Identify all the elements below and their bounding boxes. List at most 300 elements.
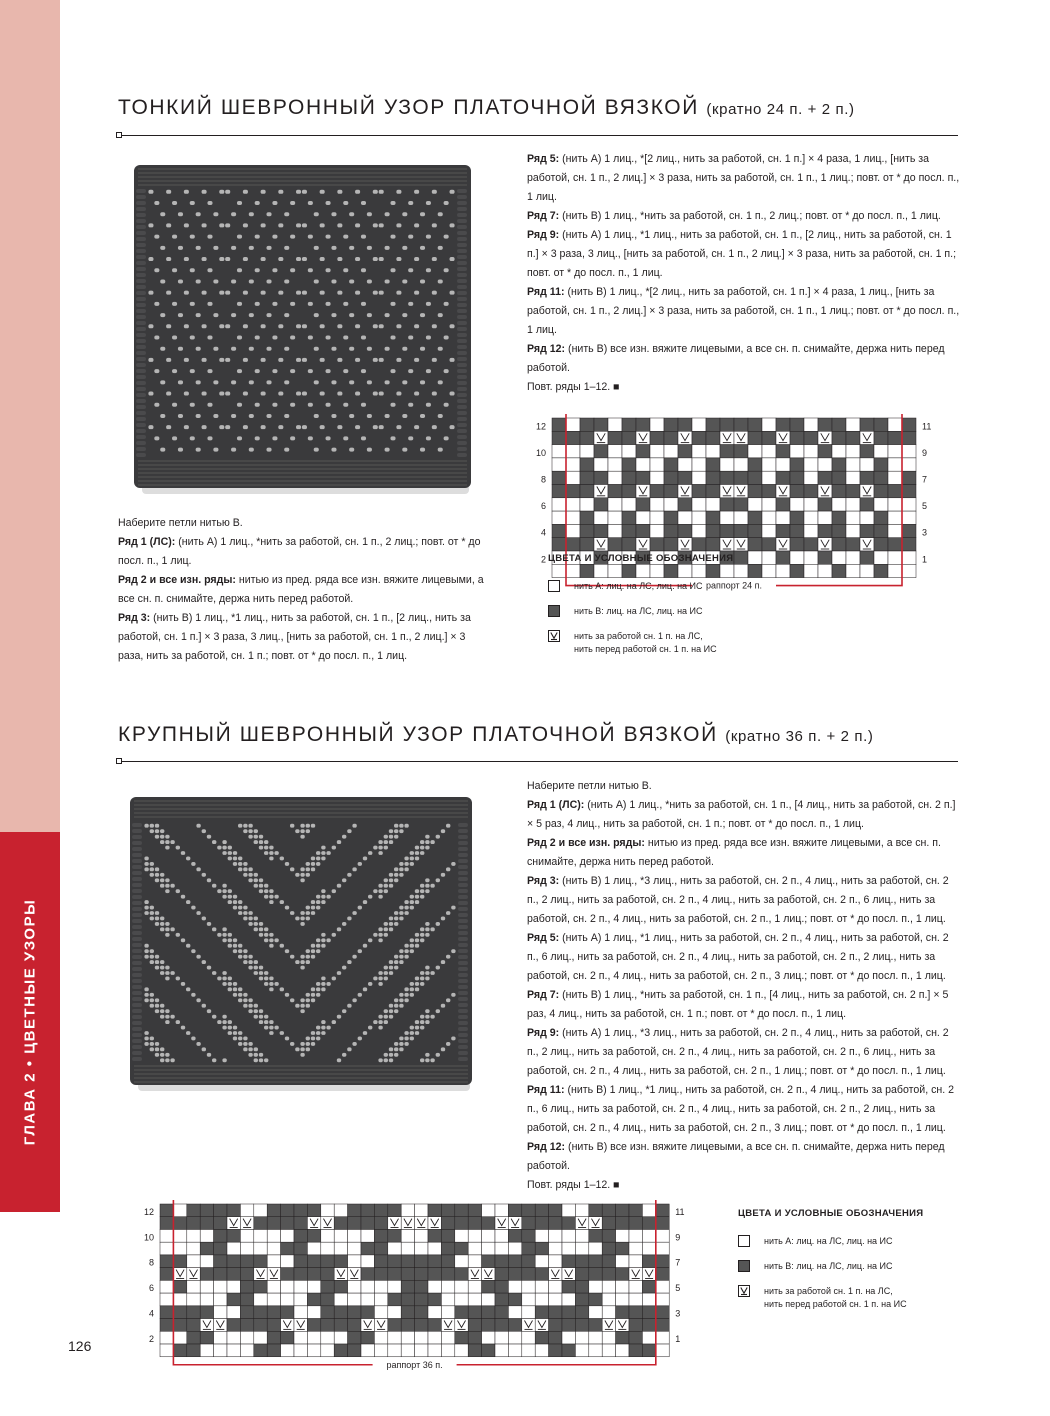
- chart-cell: [508, 1255, 521, 1268]
- chart-cell: [321, 1268, 334, 1281]
- chart-cell: [535, 1229, 548, 1242]
- chart-cell: [321, 1204, 334, 1217]
- chart-cell: [589, 1280, 602, 1293]
- chart-cell: [227, 1319, 240, 1332]
- chart-cell: [762, 445, 776, 458]
- chart-cell: [187, 1331, 200, 1344]
- row-label: Ряд 1 (ЛС):: [118, 536, 176, 548]
- chart-cell: [401, 1293, 414, 1306]
- chart-cell: [522, 1229, 535, 1242]
- light-color-swatch: [548, 580, 560, 592]
- chart-cell: [160, 1280, 173, 1293]
- chart-cell: [482, 1331, 495, 1344]
- chart-cell: [267, 1344, 280, 1357]
- chart-cell: [818, 564, 832, 577]
- chart-cell: [790, 538, 804, 551]
- chart-cell: [374, 1344, 387, 1357]
- instruction-paragraph: [527, 834, 962, 872]
- chart-cell: [846, 511, 860, 524]
- chart-cell: [656, 1293, 669, 1306]
- chart-cell: [441, 1344, 454, 1357]
- chart-cell: [348, 1280, 361, 1293]
- chart-cell: [706, 458, 720, 471]
- chart-cell: [902, 511, 916, 524]
- chart-cell: [482, 1204, 495, 1217]
- chart-cell: [562, 1331, 575, 1344]
- chart-cell: [267, 1331, 280, 1344]
- chart-cell: [307, 1280, 320, 1293]
- light-color-swatch: [738, 1235, 750, 1247]
- chart-cell: [401, 1319, 414, 1332]
- chart-cell: [334, 1280, 347, 1293]
- chart-cell: [860, 498, 874, 511]
- chart-cell: [522, 1217, 535, 1230]
- chart-cell: [348, 1293, 361, 1306]
- chart-cell: [495, 1255, 508, 1268]
- slip-symbol-swatch: [738, 1285, 750, 1297]
- instruction-paragraph: [527, 207, 962, 226]
- chart-cell: [566, 485, 580, 498]
- chart-cell: [307, 1306, 320, 1319]
- instruction-paragraph: [527, 340, 962, 378]
- chart-cell: [240, 1306, 253, 1319]
- chart-cell: [254, 1319, 267, 1332]
- chart-cell: [846, 498, 860, 511]
- chart-cell: [388, 1242, 401, 1255]
- chart-cell: [720, 471, 734, 484]
- chart-cell: [441, 1331, 454, 1344]
- chart-cell: [307, 1344, 320, 1357]
- instruction-paragraph: [527, 378, 962, 397]
- chart-cell: [455, 1280, 468, 1293]
- chart-cell: [678, 511, 692, 524]
- chart-cell: [227, 1293, 240, 1306]
- chart-cell: [636, 418, 650, 431]
- chart-cell: [482, 1319, 495, 1332]
- chart-cell: [656, 1306, 669, 1319]
- row-instructions: (нить В) 1 лиц., *1 лиц., нить за работой, сн. 2 п., 4 лиц., нить за работой, сн. 2 п., 6 лиц., нить за работой, сн. 2 п., 4 лиц., нить за работой, сн. 2 п., 2 лиц., нить за работой, сн. 2 п., 4 лиц., нить за работой, сн. 2 п., 3 лиц.; повт. от * до посл. п., 1 лиц.: [527, 1084, 955, 1134]
- chart-cell: [267, 1319, 280, 1332]
- chart-cell: [415, 1331, 428, 1344]
- chart-cell: [254, 1204, 267, 1217]
- chart-cell: [902, 498, 916, 511]
- chart-cell: [334, 1204, 347, 1217]
- chart-cell: [629, 1319, 642, 1332]
- chart-cell: [294, 1306, 307, 1319]
- chart-cell: [656, 1319, 669, 1332]
- chart-cell: [589, 1229, 602, 1242]
- chart-cell: [240, 1280, 253, 1293]
- chart-cell: [602, 1255, 615, 1268]
- chart-cell: [214, 1331, 227, 1344]
- chart-cell: [173, 1242, 186, 1255]
- row-instructions: (нить В) 1 лиц., *нить за работой, сн. 1 п., 2 лиц.; повт. от * до посл. п., 1 лиц.: [559, 210, 941, 222]
- chart-cell: [608, 485, 622, 498]
- chart-cell: [348, 1331, 361, 1344]
- row-instructions: нитью из пред. ряда все изн. вяжите лицевыми, а все сн. п. снимайте, держа нить перед работой.: [118, 574, 484, 605]
- chart-cell: [762, 418, 776, 431]
- chart-cell: [616, 1331, 629, 1344]
- chart-cell: [160, 1217, 173, 1230]
- section1-instructions-left: [118, 514, 488, 666]
- chart-cell: [776, 511, 790, 524]
- chart-cell: [307, 1331, 320, 1344]
- chart-cell: [602, 1344, 615, 1357]
- chart-cell: [441, 1217, 454, 1230]
- chart-cell: [415, 1255, 428, 1268]
- chart-cell: [860, 445, 874, 458]
- chart-cell: [832, 511, 846, 524]
- chart-cell: [401, 1242, 414, 1255]
- chart-cell: [254, 1280, 267, 1293]
- chart-cell: [575, 1280, 588, 1293]
- chart-cell: [200, 1293, 213, 1306]
- chart-cell: [706, 538, 720, 551]
- chart-cell: [664, 445, 678, 458]
- chart-cell: [874, 445, 888, 458]
- chart-cell: [888, 511, 902, 524]
- row-instructions: (нить А) 1 лиц., *нить за работой, сн. 1 п., 2 лиц.; повт. от * до посл. п., 1 лиц.: [118, 536, 481, 567]
- chart-cell: [415, 1242, 428, 1255]
- chart-cell: [267, 1280, 280, 1293]
- chart-cell: [616, 1229, 629, 1242]
- chart-cell: [776, 458, 790, 471]
- chart-cell: [227, 1280, 240, 1293]
- legend-text-line: нить В: лиц. на ЛС, лиц. на ИС: [574, 606, 703, 616]
- chart-cell: [401, 1344, 414, 1357]
- chart-cell: [664, 418, 678, 431]
- chart-cell: [267, 1242, 280, 1255]
- chart-cell: [495, 1344, 508, 1357]
- instruction-paragraph: [118, 514, 488, 533]
- chart-cell: [415, 1306, 428, 1319]
- chart-cell: [629, 1331, 642, 1344]
- chart-cell: [642, 1319, 655, 1332]
- row-label: Ряд 5:: [527, 153, 560, 165]
- chart-cell: [776, 498, 790, 511]
- chart-cell: [888, 445, 902, 458]
- chart-cell: [187, 1255, 200, 1268]
- chart-cell: [254, 1344, 267, 1357]
- chart-cell: [678, 418, 692, 431]
- chart-cell: [281, 1306, 294, 1319]
- chart-cell: [678, 498, 692, 511]
- chart-cell: [580, 458, 594, 471]
- chart-cell: [575, 1268, 588, 1281]
- chart-cell: [622, 485, 636, 498]
- chart-cell: [535, 1331, 548, 1344]
- chart-cell: [240, 1331, 253, 1344]
- legend-text: [574, 605, 703, 618]
- chart-cell: [589, 1344, 602, 1357]
- chart-cell: [428, 1344, 441, 1357]
- chart-cell: [535, 1204, 548, 1217]
- slip-stitch-icon: [739, 1286, 749, 1296]
- chart-cell: [860, 564, 874, 577]
- chart-cell: [575, 1331, 588, 1344]
- chart-cell: [622, 511, 636, 524]
- chart-cell: [552, 418, 566, 431]
- chart-cell: [616, 1217, 629, 1230]
- chart-cell: [508, 1319, 521, 1332]
- row-instructions: (нить В) 1 лиц., *нить за работой, сн. 1 п., [4 лиц., нить за работой, сн. 2 п.] × 5 раз, 4 лиц., нить за работой, сн. 1 п.; повт. от * до посл. п., 1 лиц.: [527, 989, 949, 1020]
- chart-cell: [566, 431, 580, 444]
- chart-cell: [455, 1344, 468, 1357]
- chart-cell: [522, 1293, 535, 1306]
- row-label: Ряд 7:: [527, 989, 560, 1001]
- chart-cell: [334, 1331, 347, 1344]
- chart-cell: [706, 485, 720, 498]
- chart-cell: [549, 1306, 562, 1319]
- page-number: 126: [68, 1338, 92, 1354]
- chart-cell: [762, 498, 776, 511]
- chart-cell: [281, 1331, 294, 1344]
- chart-cell: [594, 445, 608, 458]
- chart-cell: [636, 445, 650, 458]
- chart-cell: [348, 1255, 361, 1268]
- chart-cell: [636, 498, 650, 511]
- chart-cell: [173, 1293, 186, 1306]
- chart-cell: [374, 1293, 387, 1306]
- chart-cell: [602, 1293, 615, 1306]
- chart-row-label: 8: [148, 1257, 154, 1268]
- chart-cell: [874, 498, 888, 511]
- chart-cell: [562, 1204, 575, 1217]
- chart-cell: [214, 1293, 227, 1306]
- slip-stitch-icon: [549, 631, 559, 641]
- chart-cell: [804, 418, 818, 431]
- chart-cell: [401, 1255, 414, 1268]
- chart-cell: [776, 445, 790, 458]
- chart-cell: [361, 1204, 374, 1217]
- chart-cell: [642, 1217, 655, 1230]
- chart-cell: [535, 1217, 548, 1230]
- row-instructions: нитью из пред. ряда все изн. вяжите лицевыми, а все сн. п. снимайте, держа нить перед работой.: [527, 837, 941, 868]
- chart-cell: [468, 1280, 481, 1293]
- chart-cell: [748, 458, 762, 471]
- chart-cell: [415, 1229, 428, 1242]
- chart-cell: [388, 1229, 401, 1242]
- chapter-label: ГЛАВА 2 • ЦВЕТНЫЕ УЗОРЫ: [21, 898, 39, 1146]
- chart-cell: [549, 1255, 562, 1268]
- legend-text: [574, 630, 717, 656]
- chart-cell: [415, 1268, 428, 1281]
- chart-cell: [790, 485, 804, 498]
- chart-cell: [580, 498, 594, 511]
- chart-cell: [401, 1306, 414, 1319]
- chart-cell: [160, 1242, 173, 1255]
- row-instructions: (нить В) все изн. вяжите лицевыми, а все сн. п. снимайте, держа нить перед работой.: [527, 343, 945, 374]
- instruction-paragraph: [118, 571, 488, 609]
- chart-cell: [566, 498, 580, 511]
- chart-cell: [650, 458, 664, 471]
- chart-cell: [804, 458, 818, 471]
- repeat-label: раппорт 36 п.: [386, 1359, 443, 1370]
- chart-cell: [575, 1293, 588, 1306]
- chart-cell: [580, 445, 594, 458]
- chart-cell: [334, 1293, 347, 1306]
- chart-cell: [200, 1255, 213, 1268]
- chart-cell: [846, 458, 860, 471]
- chart-cell: [160, 1204, 173, 1217]
- section2-instructions: [527, 777, 962, 1195]
- chart-cell: [455, 1217, 468, 1230]
- chart-cell: [594, 418, 608, 431]
- chart-cell: [535, 1306, 548, 1319]
- chart-cell: [173, 1319, 186, 1332]
- chart-cell: [374, 1229, 387, 1242]
- chart-cell: [874, 431, 888, 444]
- chart-cell: [629, 1293, 642, 1306]
- chart-cell: [818, 445, 832, 458]
- chart-cell: [846, 564, 860, 577]
- chart-cell: [650, 538, 664, 551]
- chart-cell: [348, 1204, 361, 1217]
- chart-cell: [552, 445, 566, 458]
- chart-cell: [692, 538, 706, 551]
- chart-cell: [522, 1331, 535, 1344]
- chart-cell: [401, 1331, 414, 1344]
- chart-cell: [832, 458, 846, 471]
- chart-cell: [401, 1204, 414, 1217]
- chart-cell: [832, 564, 846, 577]
- chart-cell: [522, 1268, 535, 1281]
- chart-cell: [388, 1204, 401, 1217]
- chart-cell: [874, 564, 888, 577]
- chart-row-label: 9: [922, 447, 928, 458]
- row-label: Ряд 11:: [527, 286, 565, 298]
- chart-cell: [636, 471, 650, 484]
- chart-cell: [902, 418, 916, 431]
- chart-cell: [307, 1229, 320, 1242]
- chart-cell: [173, 1217, 186, 1230]
- chart-cell: [361, 1255, 374, 1268]
- chart-cell: [415, 1280, 428, 1293]
- chart-cell: [888, 564, 902, 577]
- chart-cell: [902, 458, 916, 471]
- chart-cell: [240, 1204, 253, 1217]
- chart-cell: [790, 418, 804, 431]
- section2-chart: [132, 1198, 707, 1370]
- chart-cell: [888, 485, 902, 498]
- chart-cell: [832, 418, 846, 431]
- chart-row-label: 5: [922, 501, 928, 512]
- chart-cell: [267, 1204, 280, 1217]
- chart-cell: [790, 511, 804, 524]
- chart-cell: [762, 485, 776, 498]
- chart-cell: [642, 1293, 655, 1306]
- chart-cell: [428, 1331, 441, 1344]
- chart-cell: [495, 1306, 508, 1319]
- row-instructions: (нить В) все изн. вяжите лицевыми, а все сн. п. снимайте, держа нить перед работой.: [527, 1141, 945, 1172]
- chart-cell: [562, 1306, 575, 1319]
- chart-cell: [748, 524, 762, 537]
- chart-cell: [692, 458, 706, 471]
- chart-cell: [508, 1268, 521, 1281]
- chart-cell: [642, 1331, 655, 1344]
- chart-cell: [650, 524, 664, 537]
- chart-cell: [748, 485, 762, 498]
- chart-cell: [294, 1242, 307, 1255]
- chart-cell: [267, 1217, 280, 1230]
- chart-cell: [575, 1306, 588, 1319]
- chart-cell: [706, 524, 720, 537]
- chart-cell: [622, 538, 636, 551]
- chart-cell: [254, 1293, 267, 1306]
- section2-title: КРУПНЫЙ ШЕВРОННЫЙ УЗОР ПЛАТОЧНОЙ ВЯЗКОЙ (кратно 36 п. + 2 п.): [118, 723, 874, 746]
- chart-cell: [552, 431, 566, 444]
- chart-cell: [508, 1229, 521, 1242]
- chart-cell: [334, 1229, 347, 1242]
- chart-cell: [642, 1255, 655, 1268]
- chart-cell: [804, 538, 818, 551]
- chart-cell: [549, 1293, 562, 1306]
- chart-cell: [522, 1204, 535, 1217]
- chart-cell: [846, 485, 860, 498]
- chart-cell: [846, 538, 860, 551]
- chart-cell: [902, 471, 916, 484]
- chart-cell: [748, 498, 762, 511]
- chart-cell: [281, 1255, 294, 1268]
- chart-cell: [200, 1217, 213, 1230]
- chart-cell: [562, 1280, 575, 1293]
- chart-cell: [734, 498, 748, 511]
- chart-cell: [200, 1344, 213, 1357]
- chart-cell: [748, 431, 762, 444]
- chart-cell: [468, 1293, 481, 1306]
- chart-cell: [818, 524, 832, 537]
- chart-cell: [818, 418, 832, 431]
- section1-rule: [118, 135, 958, 136]
- chart-cell: [888, 551, 902, 564]
- chart-cell: [267, 1293, 280, 1306]
- chart-cell: [200, 1204, 213, 1217]
- chart-cell: [566, 458, 580, 471]
- chart-cell: [361, 1280, 374, 1293]
- chart-cell: [629, 1255, 642, 1268]
- chart-cell: [227, 1255, 240, 1268]
- chart-cell: [656, 1280, 669, 1293]
- chart-cell: [720, 458, 734, 471]
- chart-cell: [776, 471, 790, 484]
- chart-cell: [187, 1344, 200, 1357]
- chart-cell: [832, 485, 846, 498]
- chart-cell: [294, 1344, 307, 1357]
- chart-cell: [428, 1255, 441, 1268]
- chart-cell: [495, 1242, 508, 1255]
- chart-cell: [629, 1229, 642, 1242]
- section2-multiple: (кратно 36 п. + 2 п.): [725, 728, 874, 745]
- chart-cell: [294, 1204, 307, 1217]
- chart-cell: [549, 1217, 562, 1230]
- chart-cell: [832, 431, 846, 444]
- chart-cell: [664, 524, 678, 537]
- chart-cell: [552, 498, 566, 511]
- chart-cell: [629, 1242, 642, 1255]
- chart-cell: [664, 431, 678, 444]
- chart-cell: [692, 485, 706, 498]
- chart-cell: [240, 1242, 253, 1255]
- chart-cell: [173, 1331, 186, 1344]
- chart-cell: [240, 1319, 253, 1332]
- chart-cell: [549, 1319, 562, 1332]
- chart-cell: [748, 511, 762, 524]
- chart-cell: [254, 1306, 267, 1319]
- chart-cell: [636, 524, 650, 537]
- instruction-paragraph: [527, 777, 962, 796]
- instruction-paragraph: [527, 226, 962, 283]
- chart-cell: [804, 471, 818, 484]
